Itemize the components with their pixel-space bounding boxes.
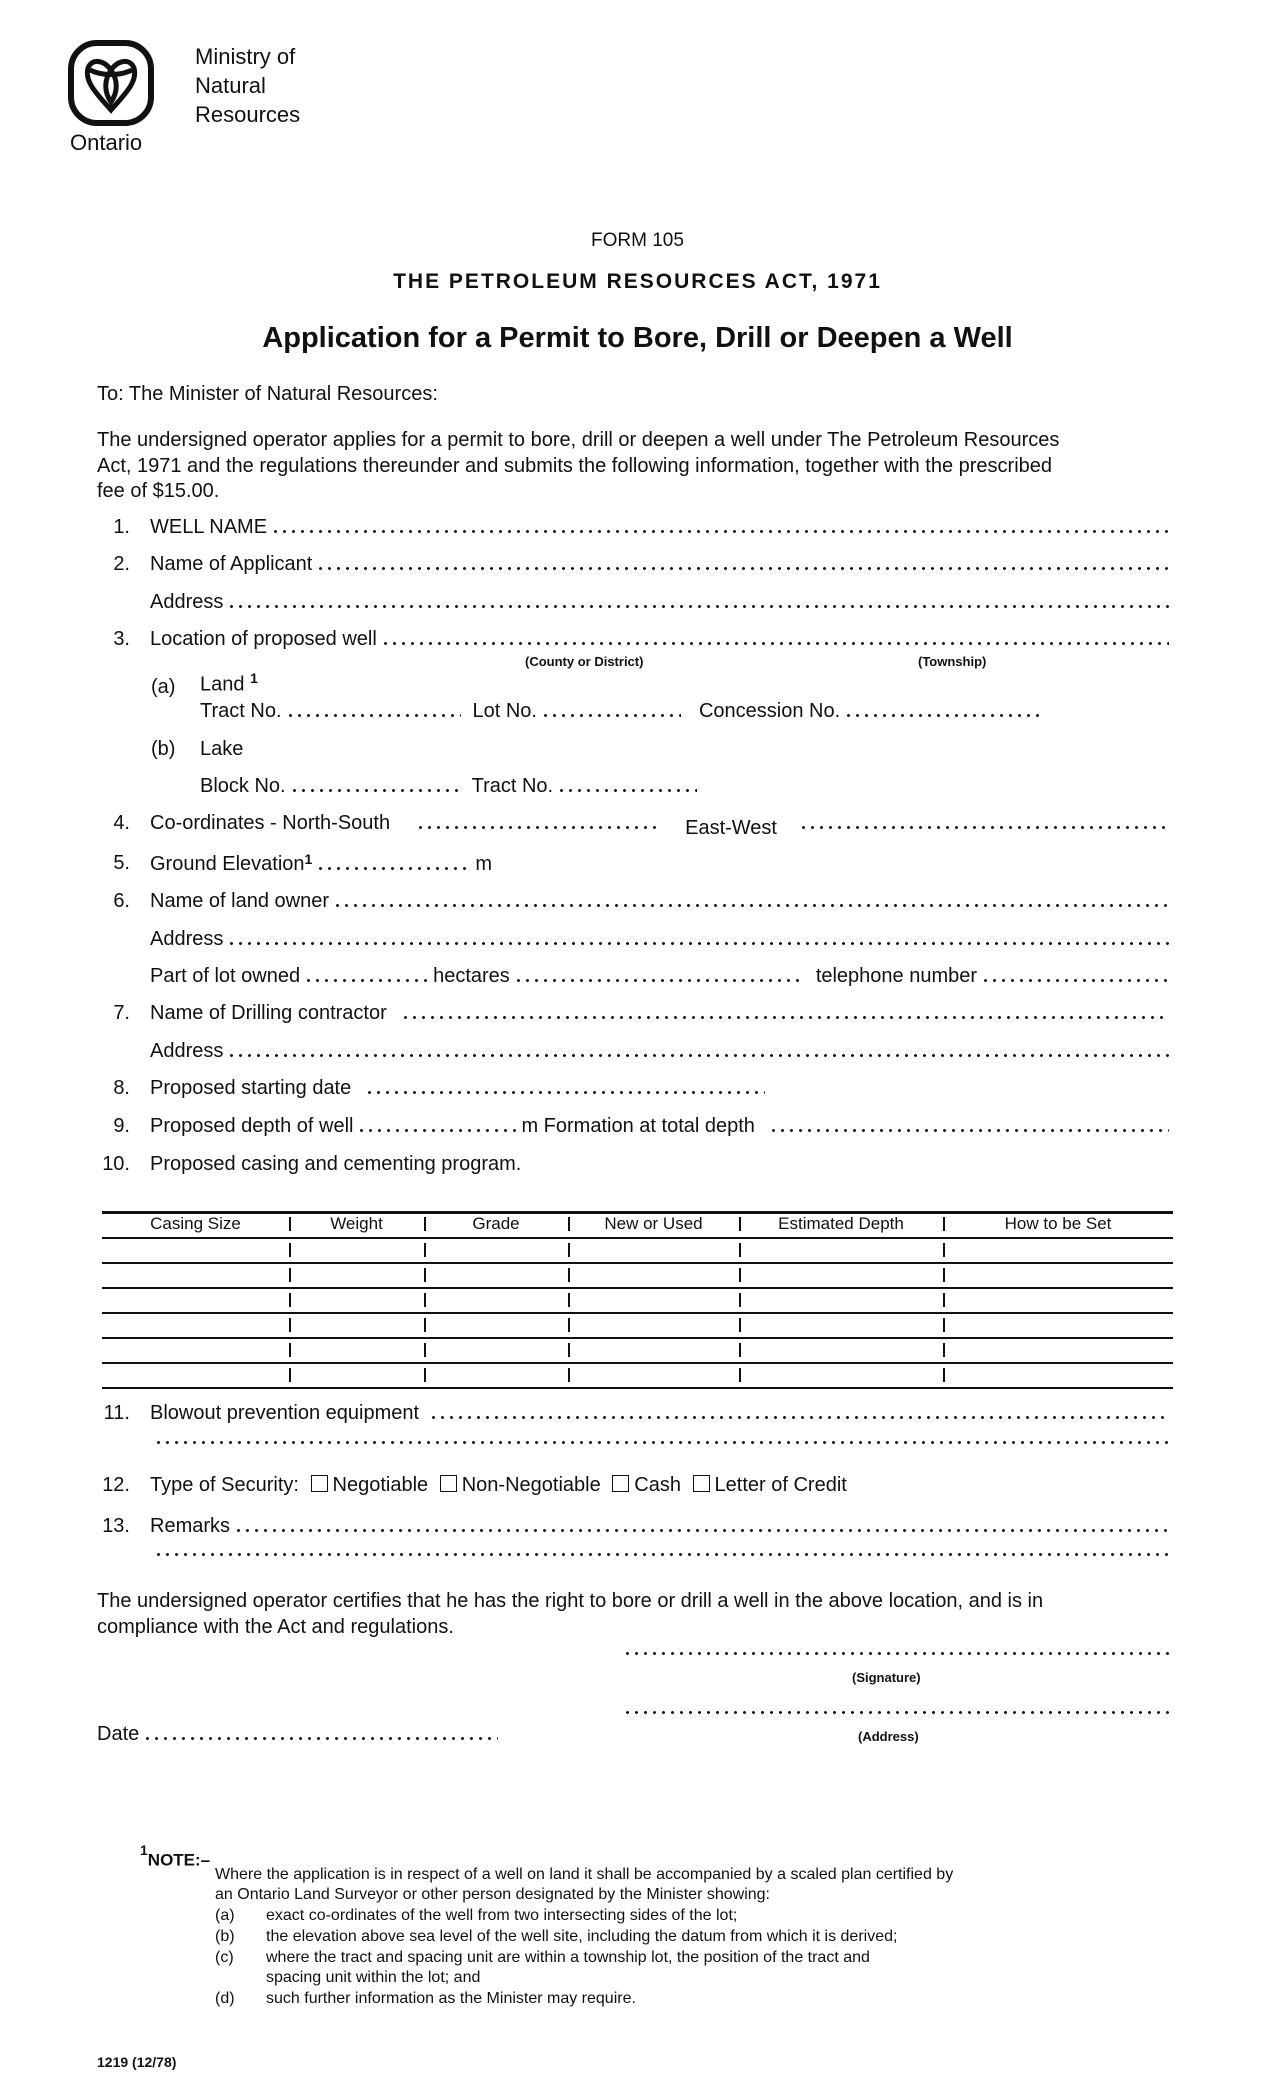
land-fields[interactable] [200, 700, 1048, 723]
column-separator [289, 1217, 291, 1231]
item-number: 9. [113, 1115, 130, 1137]
lake-fields[interactable] [200, 775, 701, 798]
field-label: telephone number [815, 965, 978, 987]
field-label: Tract No. [200, 700, 282, 722]
sub-b: (b) [151, 738, 176, 760]
ministry-line: Resources [195, 102, 301, 127]
item-number: 3. [113, 628, 130, 650]
item-number: 4. [113, 812, 130, 834]
field-label: Address [150, 928, 224, 950]
ew-input[interactable] [799, 826, 1169, 829]
field-label: m Formation at total depth [521, 1115, 755, 1137]
field-label: Lot No. [472, 700, 537, 722]
note-heading [140, 1842, 211, 1871]
ministry-line: Natural [195, 73, 266, 98]
col-header: Weight [330, 1214, 383, 1233]
depth-input[interactable] [357, 1129, 517, 1132]
non-negotiable-checkbox[interactable] [440, 1475, 457, 1492]
cash-checkbox[interactable] [612, 1475, 629, 1492]
field-label: Part of lot owned [150, 965, 301, 987]
intro-line: Act, 1971 and the regulations thereunder and submits the following information, together with the prescribed [97, 454, 1053, 477]
note-title: NOTE:– [147, 1850, 211, 1870]
blowout-field[interactable] [150, 1402, 1173, 1425]
fill-line[interactable] [333, 904, 1169, 907]
province-name: Ontario [70, 130, 143, 155]
date-field[interactable] [97, 1723, 502, 1746]
field-label: Proposed depth of well [150, 1115, 354, 1137]
item-number: 6. [113, 890, 130, 912]
option-label: Cash [634, 1474, 681, 1496]
hectares-input[interactable] [304, 979, 429, 982]
table-row[interactable] [102, 1239, 1173, 1262]
note-item: exact co-ordinates of the well from two intersecting sides of the lot; [266, 1907, 738, 1924]
lot-no-input[interactable] [541, 714, 681, 717]
field-label: Remarks [150, 1515, 231, 1537]
table-row[interactable] [102, 1364, 1173, 1387]
column-separator [943, 1217, 945, 1231]
fill-line[interactable] [623, 1652, 1169, 1655]
addressee: To: The Minister of Natural Resources: [97, 383, 438, 405]
fill-line[interactable] [623, 1711, 1169, 1714]
ministry-name [195, 42, 300, 129]
page-title: Application for a Permit to Bore, Drill or Deepen a Well [262, 322, 1013, 354]
land-text: Land [200, 673, 245, 696]
fill-line[interactable] [429, 1416, 1169, 1419]
intro-text [97, 428, 1059, 505]
footnote-ref: 1 [140, 1842, 148, 1858]
item-number: 13. [102, 1515, 130, 1537]
footnote-ref: 1 [250, 670, 258, 686]
intro-line: The undersigned operator applies for a permit to bore, drill or deepen a well under The Petroleum Resources [97, 429, 1060, 451]
letter-of-credit-checkbox[interactable] [693, 1475, 710, 1492]
certification-text [97, 1588, 1043, 1640]
col-header: Grade [472, 1214, 520, 1233]
field-label: Blowout prevention equipment [150, 1402, 420, 1424]
address-caption: (Address) [858, 1729, 919, 1744]
field-label: Name of Applicant [150, 553, 313, 575]
field-label: Concession No. [698, 700, 841, 722]
note-item-label: (d) [215, 1990, 235, 2007]
signature-caption: (Signature) [852, 1670, 921, 1685]
field-label: Tract No. [471, 775, 554, 797]
elevation-input[interactable] [316, 867, 471, 870]
field-label: Name of land owner [150, 890, 329, 912]
land-owner-field[interactable] [150, 890, 1173, 913]
fill-line[interactable] [227, 605, 1169, 608]
depth-field[interactable] [150, 1115, 1173, 1138]
security-type [150, 1474, 847, 1497]
lake-label: Lake [200, 738, 244, 760]
col-header: How to be Set [1004, 1214, 1112, 1233]
item-number: 12. [102, 1474, 130, 1496]
field-label: Block No. [200, 775, 286, 797]
field-label: Co-ordinates - North-South [150, 812, 391, 834]
ground-elevation-field[interactable] [150, 853, 492, 876]
item-number: 2. [113, 553, 130, 575]
trillium-icon [68, 40, 154, 126]
option-label: Non-Negotiable [461, 1474, 601, 1496]
fill-line[interactable] [316, 567, 1169, 570]
ministry-line: Ministry of [195, 44, 296, 69]
item-number: 11. [103, 1402, 130, 1424]
unit-label: m [475, 853, 493, 875]
contractor-address-field[interactable] [150, 1040, 1173, 1063]
field-label: WELL NAME [150, 516, 268, 538]
field-label: Address [150, 591, 224, 613]
table-row[interactable] [102, 1339, 1173, 1362]
unit-label: hectares [433, 965, 510, 987]
location-field[interactable] [150, 628, 1173, 651]
remarks-line-2[interactable] [150, 1553, 1173, 1573]
field-label: Address [150, 1040, 224, 1062]
table-rule [102, 1387, 1173, 1389]
concession-no-input[interactable] [844, 714, 1044, 717]
applicant-name-field[interactable] [150, 553, 1173, 576]
field-label: Ground Elevation [150, 853, 305, 875]
ontario-logo [68, 40, 154, 126]
col-header: New or Used [604, 1214, 703, 1233]
note-item: such further information as the Minister may require. [266, 1990, 636, 2007]
fill-line[interactable] [227, 1054, 1169, 1057]
land-label [200, 670, 258, 697]
col-header: Casing Size [150, 1214, 241, 1233]
ns-input[interactable] [416, 826, 661, 829]
township-caption: (Township) [918, 654, 987, 669]
table-row[interactable] [102, 1264, 1173, 1287]
applicant-address-field[interactable] [150, 591, 1173, 614]
item-number: 8. [113, 1077, 130, 1099]
option-label: Letter of Credit [714, 1474, 847, 1496]
address-sign-field[interactable] [619, 1711, 1173, 1725]
form-number: FORM 105 [591, 230, 684, 251]
formation-input[interactable] [769, 1129, 1169, 1132]
note-item: spacing unit within the lot; and [266, 1969, 481, 1986]
field-label: Proposed starting date [150, 1077, 352, 1099]
note-item: where the tract and spacing unit are within a township lot, the position of the tract and [266, 1949, 870, 1966]
field-label: East-West [685, 817, 777, 839]
fill-line[interactable] [234, 1529, 1169, 1532]
negotiable-checkbox[interactable] [311, 1475, 328, 1492]
telephone-input[interactable] [981, 979, 1169, 982]
form-code: 1219 (12/78) [97, 2054, 177, 2070]
contractor-field[interactable] [150, 1002, 1173, 1025]
note-line: Where the application is in respect of a well on land it shall be accompanied by a scaled plan certified by [215, 1866, 954, 1883]
fill-line[interactable] [365, 1091, 765, 1094]
fill-line[interactable] [227, 942, 1169, 945]
option-label: Negotiable [332, 1474, 429, 1496]
fill-line[interactable] [154, 1553, 1169, 1556]
coordinates-field[interactable] [150, 812, 1173, 839]
item-number: 10. [102, 1153, 130, 1175]
note-line: an Ontario Land Surveyor or other person designated by the Minister showing: [215, 1886, 770, 1903]
column-separator [424, 1217, 426, 1231]
col-header: Estimated Depth [778, 1214, 904, 1233]
note-item-label: (a) [215, 1907, 235, 1924]
intro-line: fee of $15.00. [97, 480, 220, 502]
table-row[interactable] [102, 1314, 1173, 1337]
fill-line[interactable] [514, 979, 804, 982]
field-label: Type of Security: [150, 1474, 299, 1496]
fill-line[interactable] [381, 642, 1169, 645]
field-label: Date [97, 1723, 140, 1745]
item-number: 7. [113, 1002, 130, 1024]
blowout-line-2[interactable] [150, 1441, 1178, 1461]
owner-address-field[interactable] [150, 928, 1173, 951]
signature-field[interactable] [619, 1652, 1173, 1666]
remarks-field[interactable] [150, 1515, 1173, 1538]
fill-line[interactable] [401, 1016, 1169, 1019]
tract-no-input[interactable] [286, 714, 461, 717]
act-name: THE PETROLEUM RESOURCES ACT, 1971 [393, 270, 882, 293]
note-item-label: (c) [215, 1949, 234, 1966]
lake-tract-no-input[interactable] [557, 789, 697, 792]
field-label: Name of Drilling contractor [150, 1002, 387, 1024]
part-of-lot-field[interactable] [150, 965, 1173, 988]
county-caption: (County or District) [525, 654, 644, 669]
certify-line: The undersigned operator certifies that he has the right to bore or drill a well in the above location, and is in [97, 1590, 1044, 1612]
column-separator [739, 1217, 741, 1231]
fill-line[interactable] [154, 1441, 1174, 1444]
item-number: 5. [113, 852, 130, 874]
date-input[interactable] [143, 1737, 498, 1740]
footnote-ref: 1 [304, 851, 313, 867]
certify-line: compliance with the Act and regulations. [97, 1616, 454, 1638]
field-label: Proposed casing and cementing program. [150, 1153, 522, 1175]
well-name-field[interactable] [150, 516, 1173, 539]
sub-a: (a) [151, 676, 176, 698]
casing-label [150, 1153, 521, 1176]
block-no-input[interactable] [290, 789, 460, 792]
start-date-field[interactable] [150, 1077, 769, 1100]
note-item: the elevation above sea level of the well site, including the datum from which it is derived; [266, 1928, 898, 1945]
table-row[interactable] [102, 1289, 1173, 1312]
field-label: Location of proposed well [150, 628, 377, 650]
item-number: 1. [113, 516, 130, 538]
note-item-label: (b) [215, 1928, 235, 1945]
column-separator [568, 1217, 570, 1231]
fill-line[interactable] [271, 530, 1169, 533]
